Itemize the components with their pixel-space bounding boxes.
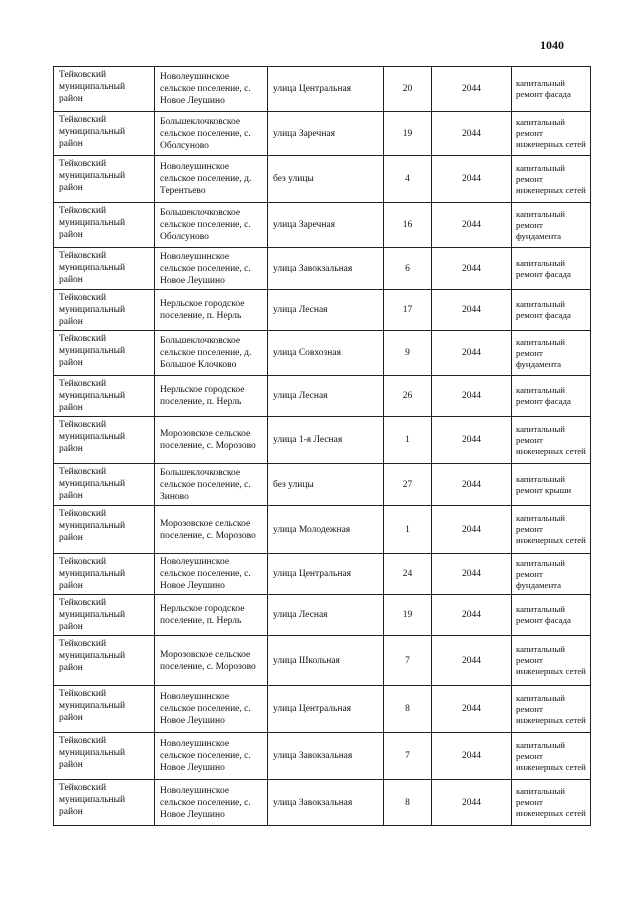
table-body <box>54 67 591 826</box>
street-cell: улица Завокзальная <box>268 780 384 826</box>
house-number-cell: 9 <box>384 331 432 376</box>
work-type-cell: капитальный ремонт фундамента <box>512 203 591 248</box>
year-cell: 2044 <box>432 112 512 156</box>
table-row <box>54 248 591 290</box>
street-cell: улица Совхозная <box>268 331 384 376</box>
work-type-cell: капитальный ремонт инженерных сетей <box>512 636 591 686</box>
table-row <box>54 686 591 733</box>
table-row <box>54 67 591 112</box>
work-type-cell: капитальный ремонт инженерных сетей <box>512 506 591 554</box>
table-row <box>54 636 591 686</box>
street-cell: улица Лесная <box>268 290 384 331</box>
street-cell: улица Центральная <box>268 554 384 595</box>
district-cell: Тейковский муниципальный район <box>54 112 155 156</box>
work-type-cell: капитальный ремонт фасада <box>512 376 591 417</box>
street-cell: улица Завокзальная <box>268 248 384 290</box>
settlement-cell: Морозовское сельское поселение, с. Морозово <box>155 636 268 686</box>
settlement-cell: Нерльское городское поселение, п. Нерль <box>155 376 268 417</box>
street-cell: без улицы <box>268 156 384 203</box>
district-cell: Тейковский муниципальный район <box>54 248 155 290</box>
house-number-cell: 7 <box>384 636 432 686</box>
district-cell: Тейковский муниципальный район <box>54 417 155 464</box>
house-number-cell: 26 <box>384 376 432 417</box>
settlement-cell: Нерльское городское поселение, п. Нерль <box>155 595 268 636</box>
street-cell: без улицы <box>268 464 384 506</box>
settlement-cell: Морозовское сельское поселение, с. Морозово <box>155 506 268 554</box>
table-row <box>54 112 591 156</box>
house-number-cell: 6 <box>384 248 432 290</box>
settlement-cell: Новолеушинское сельское поселение, с. Новое Леушино <box>155 554 268 595</box>
settlement-cell: Большеклочковское сельское поселение, с. Оболсуново <box>155 112 268 156</box>
district-cell: Тейковский муниципальный район <box>54 376 155 417</box>
street-cell: улица Школьная <box>268 636 384 686</box>
district-cell: Тейковский муниципальный район <box>54 156 155 203</box>
street-cell: улица Центральная <box>268 686 384 733</box>
work-type-cell: капитальный ремонт фасада <box>512 595 591 636</box>
work-type-cell: капитальный ремонт инженерных сетей <box>512 686 591 733</box>
house-number-cell: 27 <box>384 464 432 506</box>
work-type-cell: капитальный ремонт фасада <box>512 248 591 290</box>
table-row <box>54 417 591 464</box>
housing-repair-table <box>53 66 591 826</box>
table-row <box>54 464 591 506</box>
work-type-cell: капитальный ремонт инженерных сетей <box>512 417 591 464</box>
settlement-cell: Новолеушинское сельское поселение, с. Новое Леушино <box>155 248 268 290</box>
settlement-cell: Большеклочковское сельское поселение, д. Большое Клочково <box>155 331 268 376</box>
table-row <box>54 331 591 376</box>
settlement-cell: Новолеушинское сельское поселение, с. Новое Леушино <box>155 733 268 780</box>
house-number-cell: 24 <box>384 554 432 595</box>
house-number-cell: 1 <box>384 506 432 554</box>
street-cell: улица Заречная <box>268 203 384 248</box>
settlement-cell: Новолеушинское сельское поселение, с. Новое Леушино <box>155 780 268 826</box>
district-cell: Тейковский муниципальный район <box>54 686 155 733</box>
year-cell: 2044 <box>432 156 512 203</box>
work-type-cell: капитальный ремонт инженерных сетей <box>512 780 591 826</box>
district-cell: Тейковский муниципальный район <box>54 780 155 826</box>
settlement-cell: Новолеушинское сельское поселение, с. Новое Леушино <box>155 67 268 112</box>
house-number-cell: 7 <box>384 733 432 780</box>
settlement-cell: Морозовское сельское поселение, с. Морозово <box>155 417 268 464</box>
table-row <box>54 376 591 417</box>
year-cell: 2044 <box>432 67 512 112</box>
district-cell: Тейковский муниципальный район <box>54 67 155 112</box>
district-cell: Тейковский муниципальный район <box>54 733 155 780</box>
street-cell: улица Заречная <box>268 112 384 156</box>
settlement-cell: Большеклочковское сельское поселение, с. Оболсуново <box>155 203 268 248</box>
street-cell: улица Завокзальная <box>268 733 384 780</box>
district-cell: Тейковский муниципальный район <box>54 290 155 331</box>
work-type-cell: капитальный ремонт инженерных сетей <box>512 156 591 203</box>
settlement-cell: Новолеушинское сельское поселение, д. Терентьево <box>155 156 268 203</box>
district-cell: Тейковский муниципальный район <box>54 506 155 554</box>
street-cell: улица Лесная <box>268 376 384 417</box>
year-cell: 2044 <box>432 290 512 331</box>
house-number-cell: 20 <box>384 67 432 112</box>
street-cell: улица Лесная <box>268 595 384 636</box>
house-number-cell: 16 <box>384 203 432 248</box>
year-cell: 2044 <box>432 376 512 417</box>
table-row <box>54 203 591 248</box>
work-type-cell: капитальный ремонт фасада <box>512 290 591 331</box>
table-row <box>54 290 591 331</box>
table-row <box>54 506 591 554</box>
house-number-cell: 8 <box>384 780 432 826</box>
house-number-cell: 19 <box>384 112 432 156</box>
work-type-cell: капитальный ремонт фундамента <box>512 554 591 595</box>
year-cell: 2044 <box>432 506 512 554</box>
year-cell: 2044 <box>432 636 512 686</box>
district-cell: Тейковский муниципальный район <box>54 331 155 376</box>
settlement-cell: Новолеушинское сельское поселение, с. Новое Леушино <box>155 686 268 733</box>
page-number: 1040 <box>540 38 564 52</box>
street-cell: улица Центральная <box>268 67 384 112</box>
district-cell: Тейковский муниципальный район <box>54 636 155 686</box>
year-cell: 2044 <box>432 686 512 733</box>
work-type-cell: капитальный ремонт инженерных сетей <box>512 733 591 780</box>
year-cell: 2044 <box>432 464 512 506</box>
house-number-cell: 17 <box>384 290 432 331</box>
table-row <box>54 733 591 780</box>
year-cell: 2044 <box>432 554 512 595</box>
year-cell: 2044 <box>432 248 512 290</box>
table-row <box>54 595 591 636</box>
settlement-cell: Нерльское городское поселение, п. Нерль <box>155 290 268 331</box>
year-cell: 2044 <box>432 417 512 464</box>
settlement-cell: Большеклочковское сельское поселение, с. Зиново <box>155 464 268 506</box>
year-cell: 2044 <box>432 733 512 780</box>
work-type-cell: капитальный ремонт крыши <box>512 464 591 506</box>
street-cell: улица 1-я Лесная <box>268 417 384 464</box>
district-cell: Тейковский муниципальный район <box>54 595 155 636</box>
work-type-cell: капитальный ремонт фундамента <box>512 331 591 376</box>
table-row <box>54 780 591 826</box>
district-cell: Тейковский муниципальный район <box>54 203 155 248</box>
work-type-cell: капитальный ремонт инженерных сетей <box>512 112 591 156</box>
table-row <box>54 156 591 203</box>
year-cell: 2044 <box>432 595 512 636</box>
house-number-cell: 8 <box>384 686 432 733</box>
house-number-cell: 19 <box>384 595 432 636</box>
year-cell: 2044 <box>432 780 512 826</box>
house-number-cell: 4 <box>384 156 432 203</box>
year-cell: 2044 <box>432 331 512 376</box>
table-row <box>54 554 591 595</box>
district-cell: Тейковский муниципальный район <box>54 554 155 595</box>
work-type-cell: капитальный ремонт фасада <box>512 67 591 112</box>
street-cell: улица Молодежная <box>268 506 384 554</box>
district-cell: Тейковский муниципальный район <box>54 464 155 506</box>
year-cell: 2044 <box>432 203 512 248</box>
house-number-cell: 1 <box>384 417 432 464</box>
